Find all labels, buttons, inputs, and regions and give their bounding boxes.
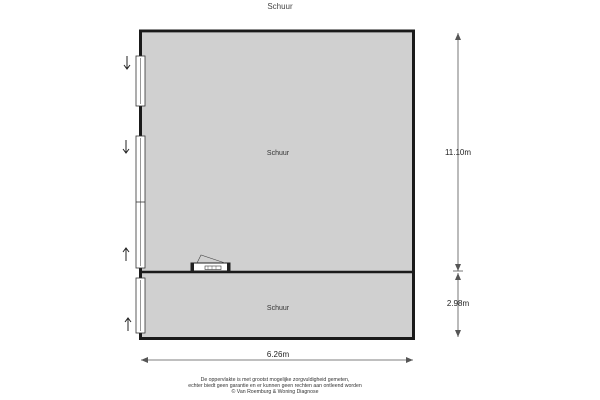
disclaimer-line-1: De oppervlakte is met grootst mogelijke zorgvuldigheid gemeten, bbox=[200, 377, 350, 383]
disclaimer-line-3: © Van Roemburg & Woning Diagnose bbox=[231, 389, 319, 396]
room-label-upper: Schuur bbox=[266, 150, 290, 157]
direction-arrows bbox=[123, 56, 131, 331]
dimension-label-width: 6.26m bbox=[266, 350, 290, 359]
room-label-lower: Schuur bbox=[266, 305, 290, 312]
disclaimer-line-2: echter biedt geen garantie en er kunnen geen rechten aan ontleend worden bbox=[188, 383, 362, 390]
dimension-vertical bbox=[453, 33, 463, 337]
arrow-up-icon bbox=[125, 318, 131, 331]
dimension-label-lower-height: 2.98m bbox=[446, 299, 470, 308]
arrow-up-icon bbox=[123, 248, 129, 261]
disclaimer bbox=[0, 377, 550, 396]
left-openings bbox=[136, 56, 145, 333]
arrow-down-icon bbox=[123, 140, 129, 153]
dimension-label-total-height: 11.10m bbox=[444, 148, 472, 157]
arrow-down-icon bbox=[124, 56, 130, 69]
plan-title: Schuur bbox=[267, 2, 293, 11]
